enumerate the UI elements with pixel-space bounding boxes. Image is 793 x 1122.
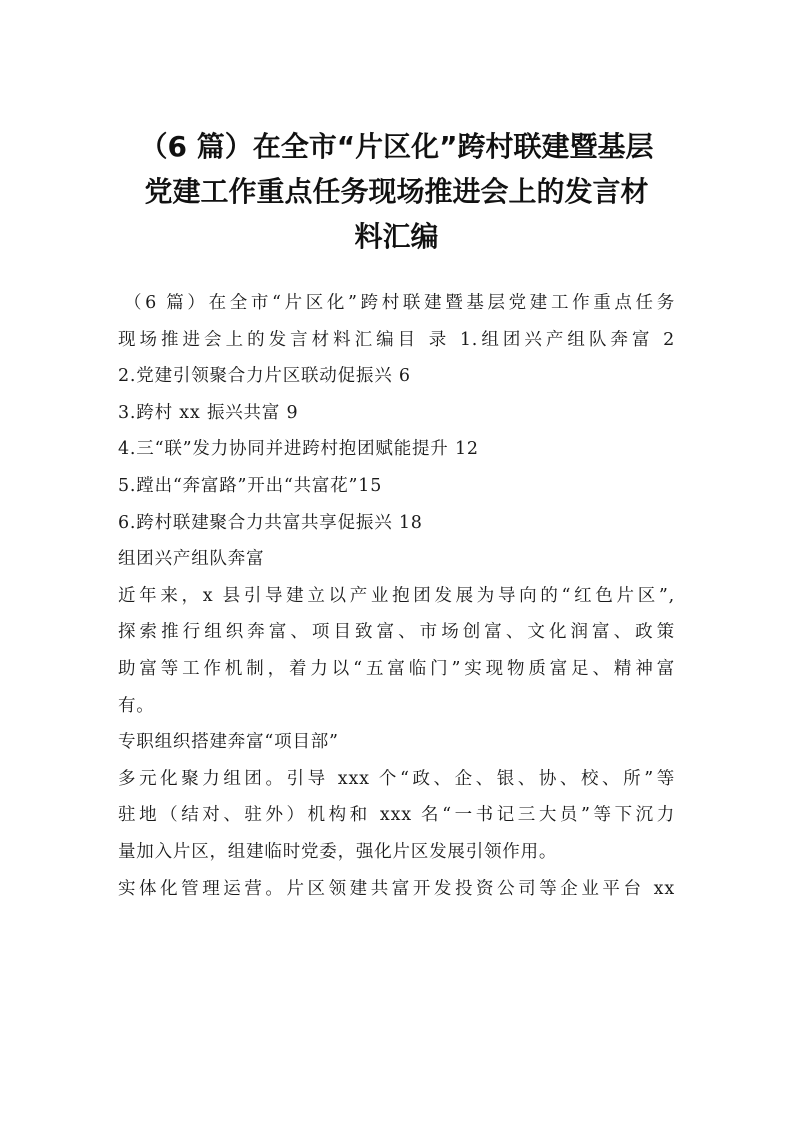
title-line-1: （6 篇）在全市“片区化”跨村联建暨基层 bbox=[139, 130, 654, 163]
title-line-3: 料汇编 bbox=[354, 220, 439, 253]
paragraph-line: 实体化管理运营。片区领建共富开发投资公司等企业平台 xx bbox=[118, 878, 675, 899]
toc-item: 6.跨村联建聚合力共富共享促振兴 18 bbox=[118, 512, 423, 533]
title-line-2: 党建工作重点任务现场推进会上的发言材 bbox=[144, 175, 649, 208]
paragraph-line: 量加入片区，组建临时党委，强化片区发展引领作用。 bbox=[118, 841, 558, 862]
document-body bbox=[118, 285, 675, 907]
paragraph-line: 探索推行组织奔富、项目致富、市场创富、文化润富、政策 bbox=[118, 622, 675, 643]
toc-item: 2.党建引领聚合力片区联动促振兴 6 bbox=[118, 366, 411, 387]
paragraph-line: 驻地（结对、驻外）机构和 xxx 名“一书记三大员”等下沉力 bbox=[118, 805, 675, 826]
toc-item: 5.蹚出“奔富路”开出“共富花”15 bbox=[118, 475, 383, 496]
toc-intro-line: 现场推进会上的发言材料汇编目 录 1.组团兴产组队奔富 2 bbox=[118, 329, 675, 350]
section-heading: 组团兴产组队奔富 bbox=[118, 549, 265, 570]
toc-intro-line: （6 篇）在全市“片区化”跨村联建暨基层党建工作重点任务 bbox=[124, 293, 675, 313]
paragraph-line: 多元化聚力组团。引导 xxx 个“政、企、银、协、校、所”等 bbox=[118, 768, 675, 789]
document-title bbox=[114, 124, 679, 259]
paragraph-line: 助富等工作机制，着力以“五富临门”实现物质富足、精神富 bbox=[118, 658, 675, 679]
subsection-heading: 专职组织搭建奔富“项目部” bbox=[118, 732, 339, 753]
paragraph-line: 有。 bbox=[118, 695, 155, 716]
toc-item: 3.跨村 xx 振兴共富 9 bbox=[118, 402, 299, 423]
toc-item: 4.三“联”发力协同并进跨村抱团赋能提升 12 bbox=[118, 439, 479, 460]
paragraph-line: 近年来，x 县引导建立以产业抱团发展为导向的“红色片区”, bbox=[118, 585, 675, 606]
